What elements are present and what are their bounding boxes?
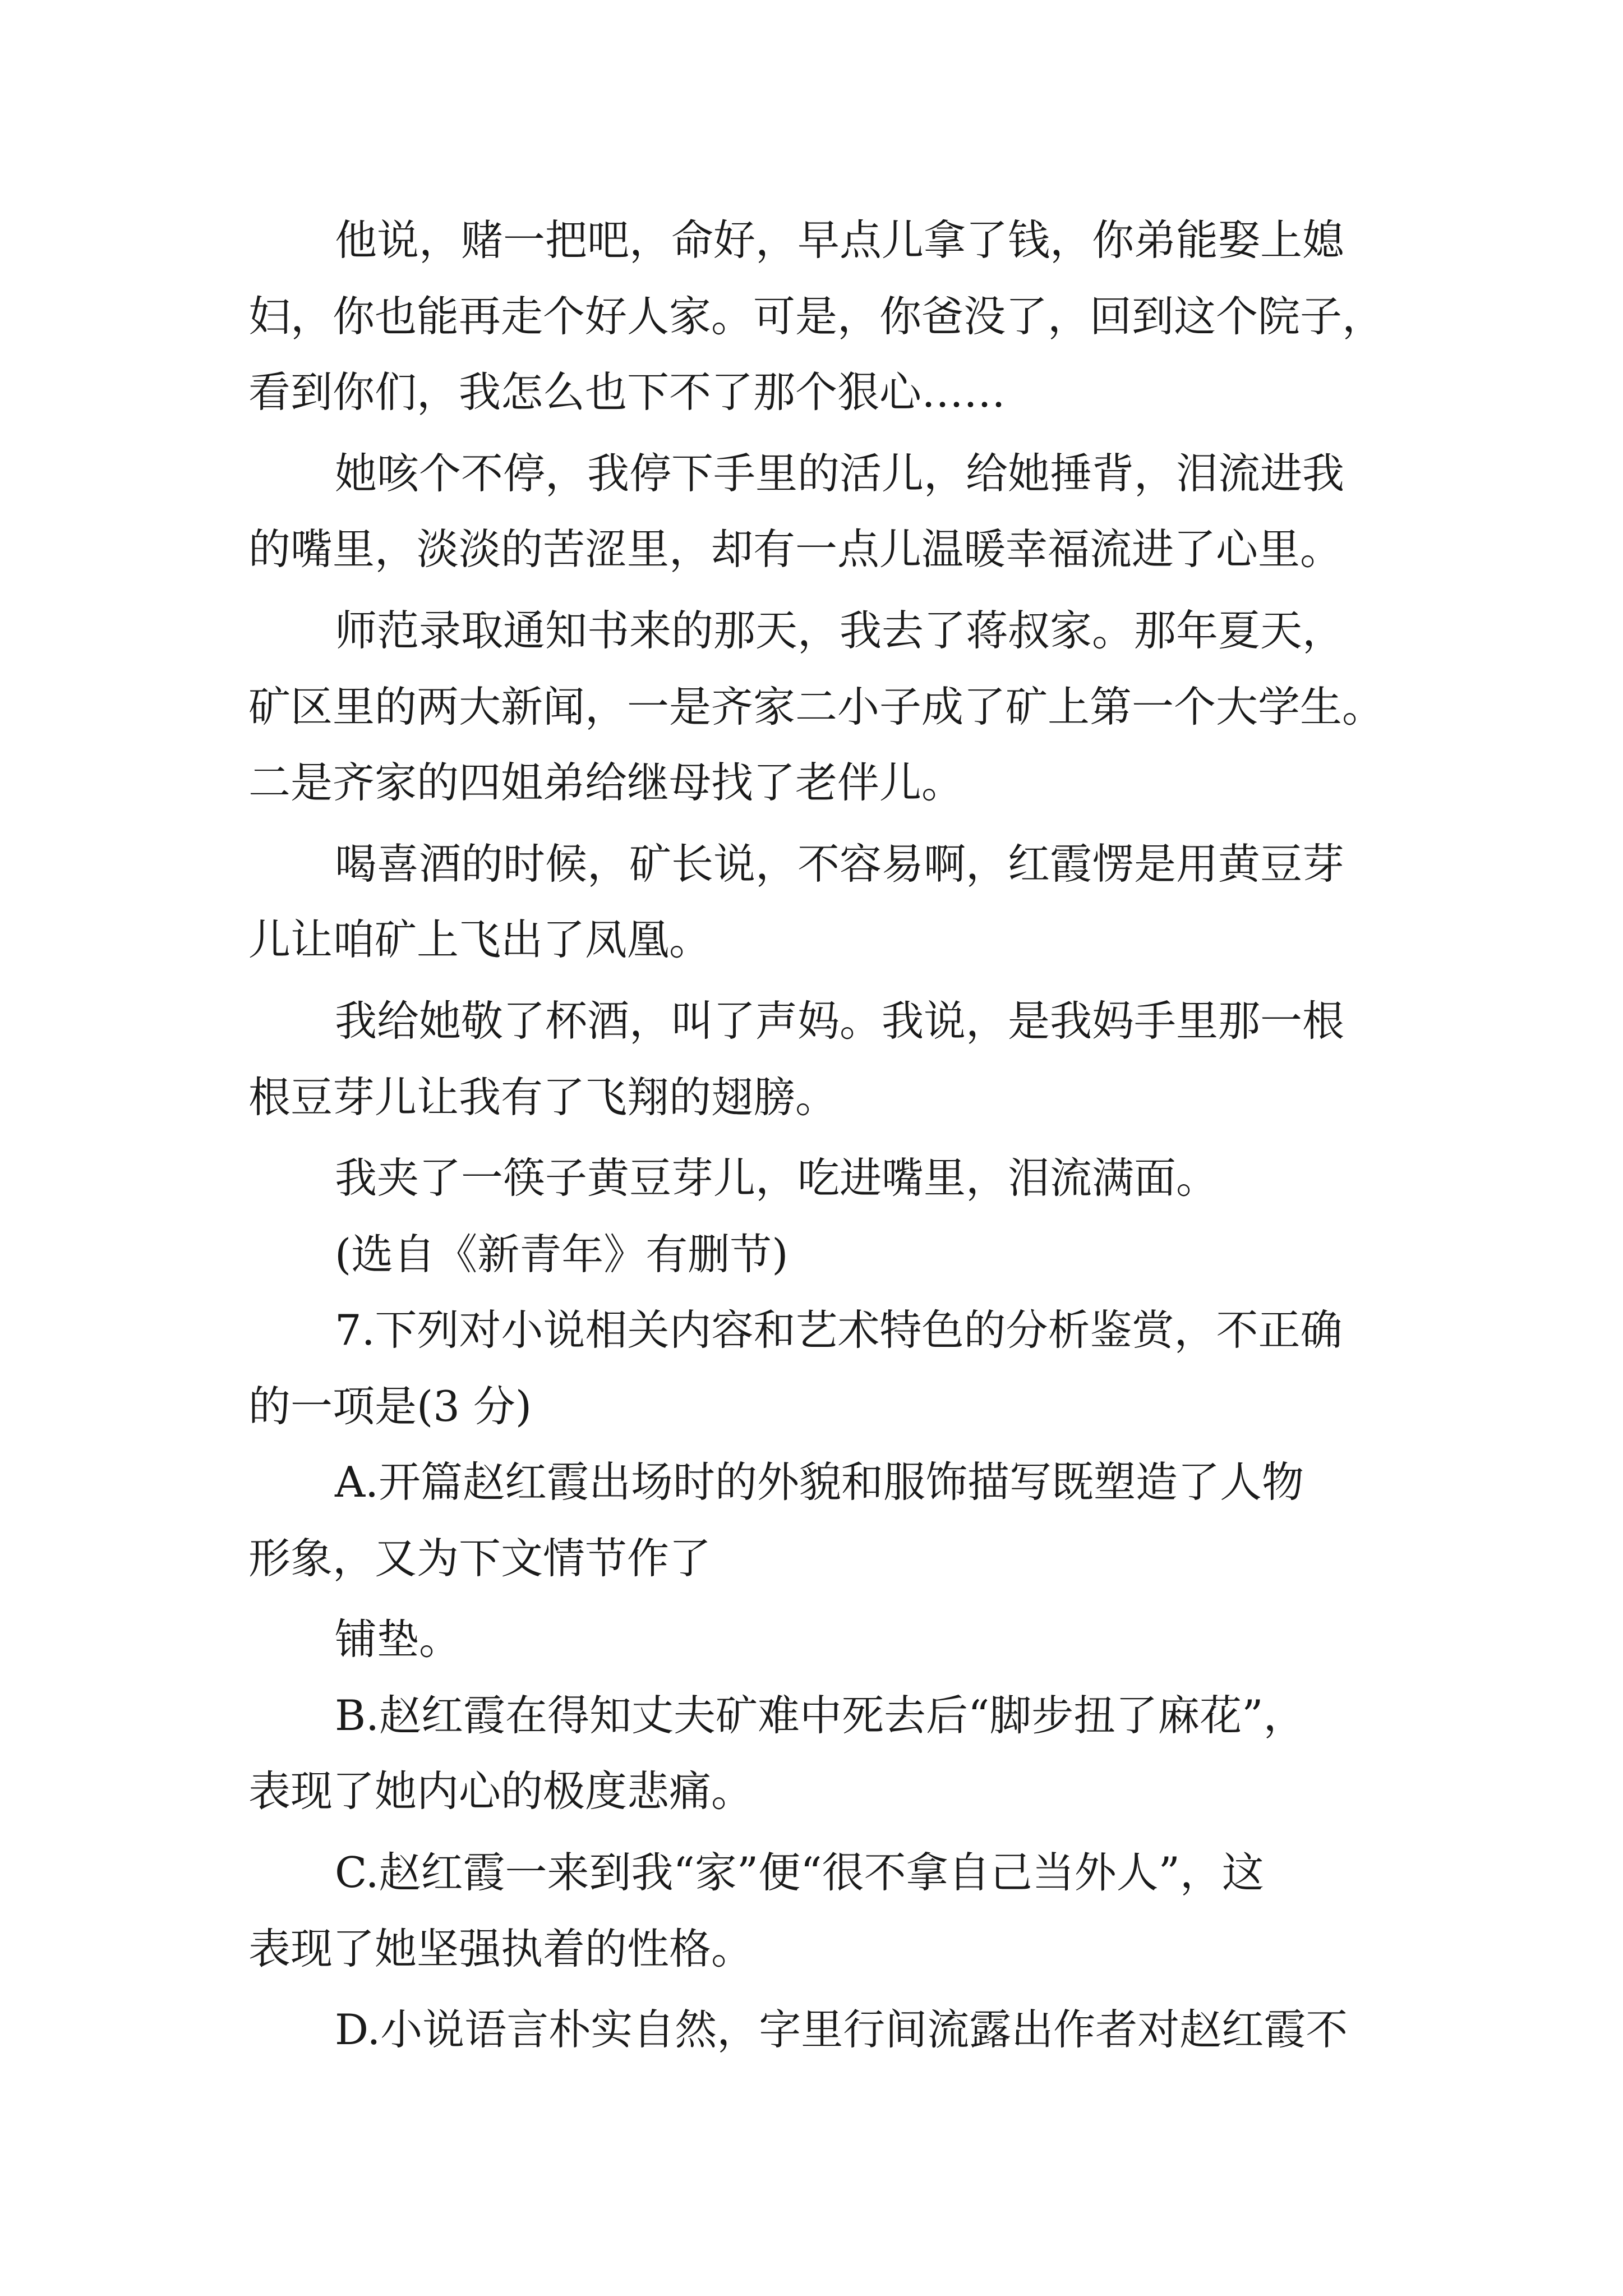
option-b-line-1: B.赵红霞在得知丈夫矿难中死去后“脚步扭了麻花”， [335, 1691, 1306, 1740]
option-b-line-2: 表现了她内心的极度悲痛。 [248, 1766, 754, 1816]
text-line-7: 矿区里的两大新闻，一是齐家二小子成了矿上第一个大学生。 [248, 682, 1385, 731]
text-line-13: 我夹了一筷子黄豆芽儿，吃进嘴里，泪流满面。 [335, 1153, 1219, 1203]
text-line-6: 师范录取通知书来的那天，我去了蒋叔家。那年夏天， [335, 606, 1345, 655]
text-line-11: 我给她敬了杯酒，叫了声妈。我说，是我妈手里那一根 [335, 996, 1345, 1046]
text-line-4: 她咳个不停，我停下手里的活儿，给她捶背，泪流进我 [335, 449, 1345, 498]
text-line-3: 看到你们，我怎么也下不了那个狠心…… [248, 367, 1006, 417]
option-a-line-2: 形象，又为下文情节作了 [248, 1534, 712, 1583]
text-line-5: 的嘴里，淡淡的苦涩里，却有一点儿温暖幸福流进了心里。 [248, 524, 1343, 574]
option-c-line-1: C.赵红霞一来到我“家”便“很不拿自己当外人”，这 [335, 1848, 1264, 1897]
text-line-8: 二是齐家的四姐弟给继母找了老伴儿。 [248, 758, 964, 807]
text-line-10: 儿让咱矿上飞出了凤凰。 [248, 915, 712, 964]
option-d-line-1: D.小说语言朴实自然，字里行间流露出作者对赵红霞不 [335, 2005, 1348, 2054]
option-c-line-2: 表现了她坚强执着的性格。 [248, 1924, 754, 1973]
question-7-line-1: 7.下列对小说相关内容和艺术特色的分析鉴赏，不正确 [335, 1305, 1343, 1355]
option-a-line-3: 铺垫。 [335, 1614, 462, 1664]
source-note: (选自《新青年》有删节) [335, 1230, 789, 1279]
text-line-2: 妇，你也能再走个好人家。可是，你爸没了，回到这个院子， [248, 292, 1385, 341]
option-a-line-1: A.开篇赵红霞出场时的外貌和服饰描写既塑造了人物 [335, 1457, 1304, 1507]
text-line-12: 根豆芽儿让我有了飞翔的翅膀。 [248, 1073, 838, 1122]
text-line-1: 他说，赌一把吧，命好，早点儿拿了钱，你弟能娶上媳 [335, 215, 1345, 265]
question-7-line-2: 的一项是(3 分) [248, 1382, 532, 1431]
text-line-9: 喝喜酒的时候，矿长说，不容易啊，红霞愣是用黄豆芽 [335, 839, 1345, 889]
